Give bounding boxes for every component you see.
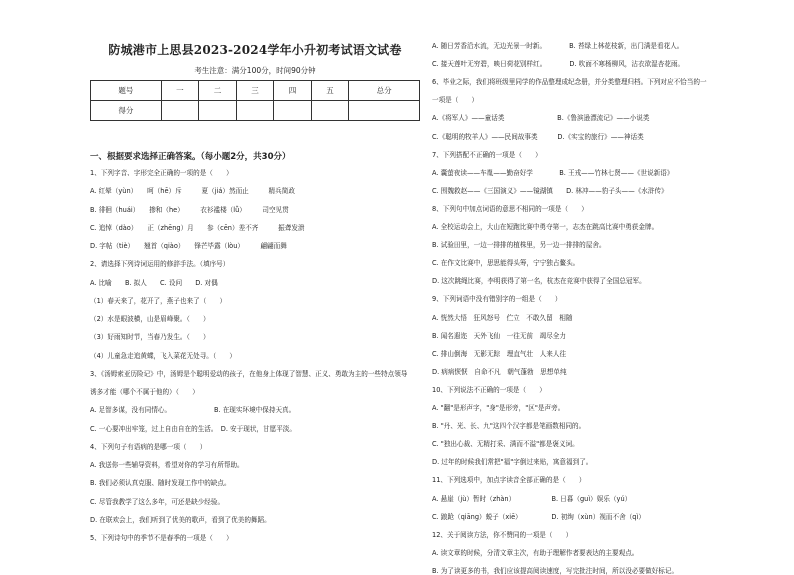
question-line: 10、下列说法不正确的一项是（ ） [432,385,546,394]
question-line: A. 囊萤夜读——车胤——勤奋好学 B. 王戎——竹林七贤——《世说新语》 [432,168,674,177]
question-line: A. 红晕（yùn） 呵（hē）斥 夏（jiá）然而止 精兵简政 [90,187,295,196]
question-line: C. 在作文比赛中，思思能得头筹，宁宁独占鳌头。 [432,259,580,268]
score-header-cell: 一 [161,81,199,101]
question-line: D. 过年的时候我们常把"福"字倒过来贴，寓意福到了。 [432,458,593,467]
score-header-cell: 总分 [349,81,420,101]
question-line: 3、《汤姆索亚历险记》中，汤姆是个聪明爱动的孩子，在他身上体现了智慧、正义、勇敢为主的一些特点领导 [90,369,408,378]
question-line: 7、下列搭配不正确的一项是（ ） [432,150,542,159]
question-line: （1）春天来了，花开了，燕子也来了（ ） [90,296,227,305]
score-table [90,80,420,121]
question-line: D. 这次跳绳比赛，李明获得了第一名，杭杰在竞赛中获得了全国总冠军。 [432,277,646,286]
question-line: C.《聪明的牧羊人》——民间故事类 D.《实宝的旅行》——神话类 [432,132,644,141]
question-line: A.《将军人》——童话类 B.《鲁滨逊漂流记》——小说类 [432,114,650,123]
score-cell[interactable] [161,101,199,121]
question-line: B. 试验田里，一边一排排的植株里，另一边一排排的屋舍。 [432,241,606,250]
question-line: D. 病病恹恹 自命不凡 朝气蓬勃 思想单纯 [432,367,567,376]
question-line: A. 读文章的时候，分清文章主次，有助于理解作者要表达的主要观点。 [432,548,639,557]
question-line: C. 排山倒海 无影无踪 理直气壮 人来人往 [432,349,567,358]
question-line: A. 悬崖（jù）暂时（zhàn） B. 日暮（guì）娱乐（yú） [432,494,632,503]
score-header-cell: 四 [274,81,312,101]
question-line: A. 全校运动会上，大山在短跑比赛中勇夺第一，志杰在跳高比赛中勇获金牌。 [432,223,659,231]
question-line: A. "翻"是形声字，"身"是形旁，"区"是声旁。 [432,404,565,412]
question-line: C. 接天莲叶无穷碧，映日荷花别样红。 D. 吹面不寒杨柳风，沾衣欲湿杏花雨。 [432,60,685,69]
question-line: C. 尽管我教学了这么多年，可还是缺少经验。 [90,497,225,506]
question-line: A. 足智多谋，没有同情心。 B. 在现实环境中保持天真。 [90,406,296,415]
score-header-cell: 三 [236,81,274,101]
section-heading: 一、根据要求选择正确答案。（每小题2分，共30分） [90,152,291,162]
question-line: B. 徘徊（huái） 掺和（he） 衣衫褴楼（lǚ） 司空见贯 [90,205,289,214]
question-line: 11、下列选项中，加点字读音全部正确的是（ ） [432,476,586,485]
question-line: C. 围魏救赵——《三国演义》——镜湖镇 D. 林冲——豹子头——《水浒传》 [432,186,668,195]
question-line: B. 为了读更多的书，我们应该提高阅读速度，写完批注时间，所以没必要做好标记。 [432,566,679,575]
question-line: 一项是（ ） [432,96,479,105]
question-line: B. 我们必须认真克服、随时发现工作中的缺点。 [90,479,231,488]
question-line: A. 比喻 B. 拟人 C. 设问 D. 对偶 [90,278,218,287]
score-header-cell: 五 [311,81,349,101]
question-line: 5、下列诗句中的季节不是春季的一项是（ ） [90,534,233,542]
question-line: C. 踉跄（qiāng）蜕子（xiē） D. 初绚（xùn）视而不舍（qì） [432,512,645,521]
question-line: 4、下列句子有语病的是哪一项（ ） [90,442,207,451]
question-line: 12、关于阅读方法，你不赞同的一项是（ ） [432,530,573,539]
question-line: 1、下列字音、字形完全正确的一项的是（ ） [90,169,233,177]
question-line: 2、请选择下列诗词运用的修辞手法。（填序号） [90,260,230,269]
score-cell[interactable] [236,101,274,121]
question-line: （3）好雨知时节，当春乃发生。（ ） [90,333,210,342]
score-cell[interactable] [349,101,420,121]
question-line: A. 恍然大悟 狂风怒号 伫立 不敢久留 相随 [432,313,573,322]
score-cell[interactable] [311,101,349,121]
question-line: B. 闻名遐迩 天外飞仙 一往无前 竭尽全力 [432,331,566,340]
exam-title: 防城港市上思县2023-2024学年小升初考试语文试卷 [108,43,402,57]
question-line: D. 字帖（tiè） 翘首（qiào） 锋芒毕露（lòu） 翩翩而舞 [90,242,287,250]
question-line: （4）儿童急走追黄蝶，飞入菜花无处寻。（ ） [90,351,236,360]
question-line: 6、毕业之际，我们将班级里同学的作品整理成纪念册，并分类整理归档。下列对应不恰当的一 [432,78,707,87]
score-cell[interactable] [199,101,237,121]
question-line: 9、下列词语中没有错别字的一组是（ ） [432,295,562,304]
question-line: A. 随日芳香沿水流，无边光景一时新。 B. 苔绿上林花枝新，出门满是看花人。 [432,42,684,50]
question-line: 8、下列句中加点词语的意思不相同的一项是（ ） [432,204,588,213]
question-line: B. "丹、光、长、九"这四个汉字都是笔画数相同的。 [432,422,586,431]
question-line: C. 一心要冲出牢笼，过上自由自在的生活。 D. 安于现状，甘愿平淡。 [90,424,296,433]
question-line: 诱多才能（哪个不属于他的）（ ） [90,388,199,396]
score-header-cell: 二 [199,81,237,101]
score-table-header-row [91,81,420,101]
question-line: D. 在联欢会上，我们听到了优美的歌声，看到了优美的舞蹈。 [90,515,271,524]
question-line: C. "独出心裁、无精打采、满而不溢"都是褒义词。 [432,440,579,449]
score-header-cell: 题号 [91,81,162,101]
score-row-label: 得分 [91,101,162,121]
exam-notice: 考生注意：满分100分，时间90分钟 [194,66,316,75]
question-line: C. 追悼（dào） 正（zhēng）月 参（cēn）差不齐 振聋发溃 [90,223,305,232]
question-line: （2）水是眼波横，山是眉峰聚。（ ） [90,315,210,323]
score-table-score-row [91,101,420,121]
question-line: A. 我送你一些辅导资料，希望对你的学习有所帮助。 [90,461,244,469]
score-cell[interactable] [274,101,312,121]
